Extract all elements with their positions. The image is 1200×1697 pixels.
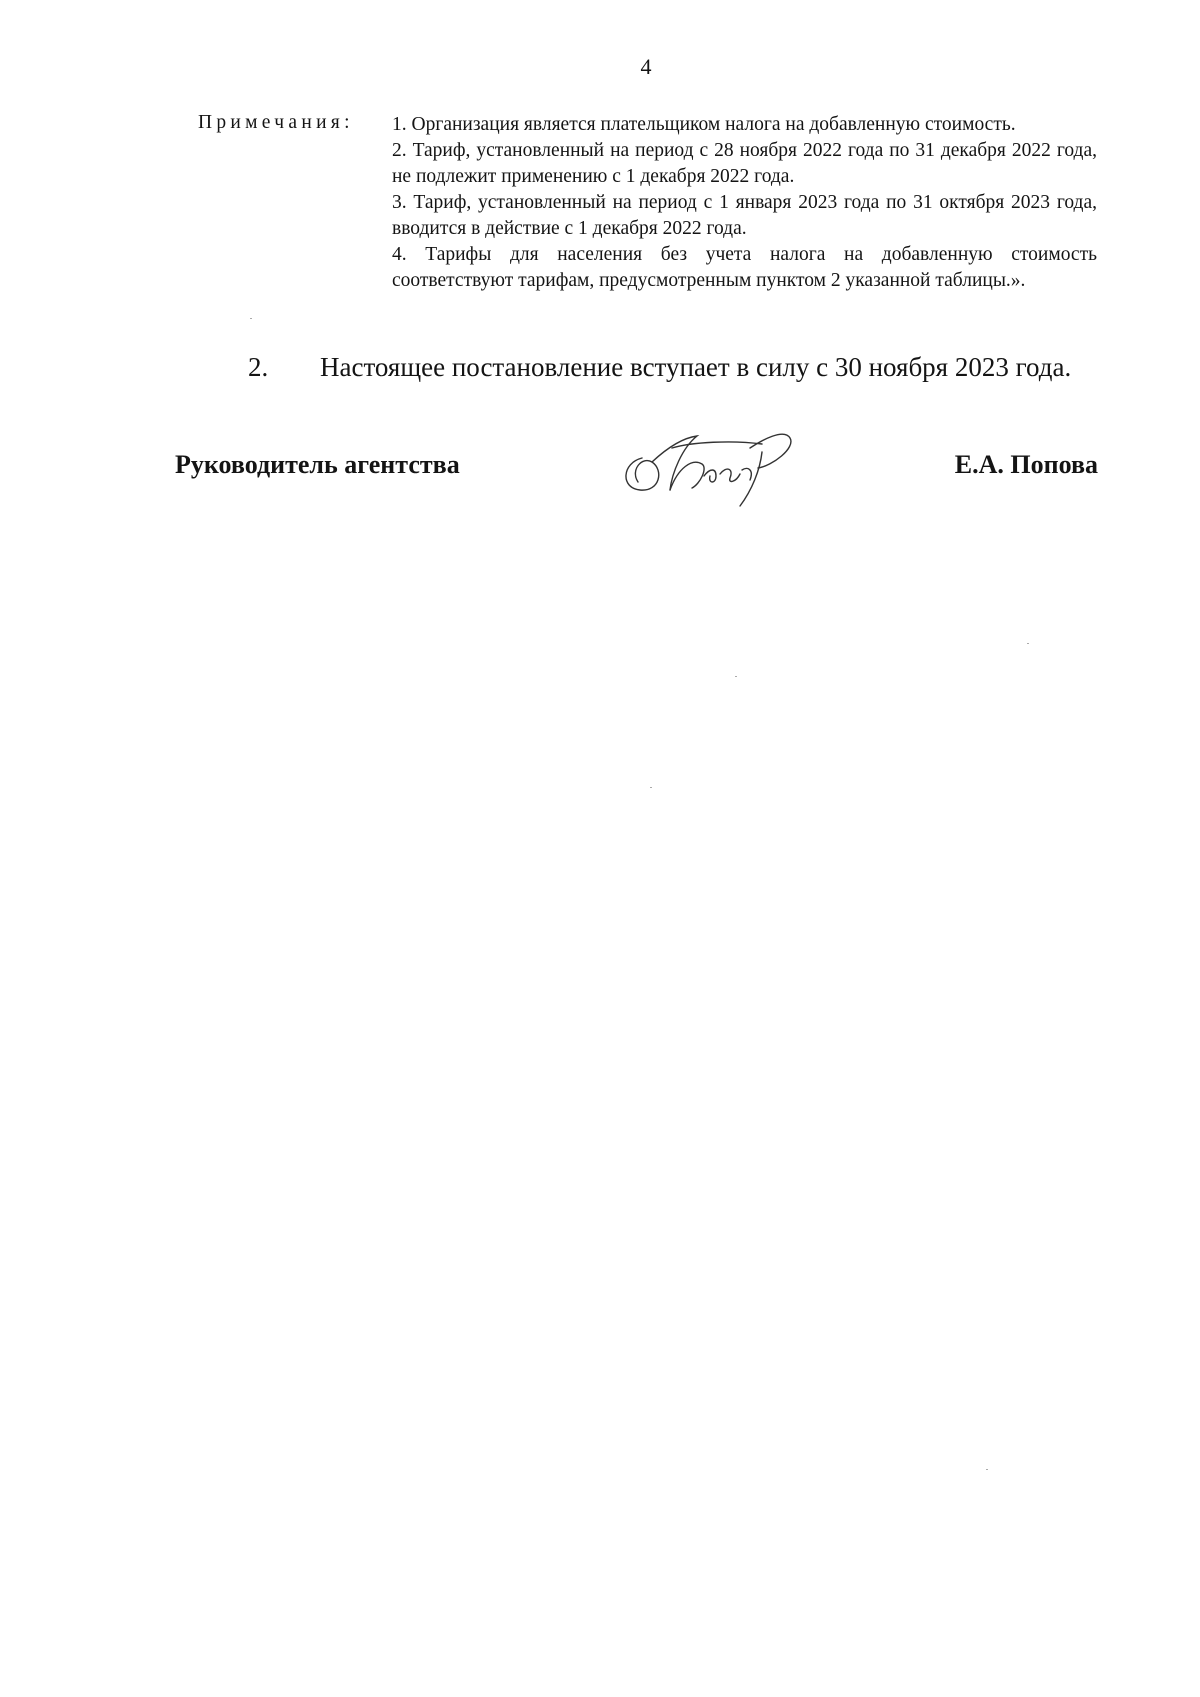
scan-speck (986, 1469, 988, 1470)
signatory-name: Е.А. Попова (954, 450, 1098, 479)
note-item: 1. Организация является плательщиком налога на добавленную стоимость. (392, 114, 1016, 135)
notes-list (392, 112, 1097, 294)
scan-speck (1027, 643, 1029, 644)
note-item: 4. Тарифы для населения без учета налога на добавленную стоимость соответствуют тарифам, предусмотренным пунктом 2 указанной таблицы.». (392, 244, 1097, 291)
clause-text: Настоящее постановление вступает в силу с 30 ноября 2023 года. (320, 352, 1072, 382)
page-number: 4 (640, 54, 652, 79)
scan-speck (250, 318, 252, 319)
clause-number: 2. (248, 352, 269, 382)
signatory-title: Руководитель агентства (175, 450, 460, 479)
note-item: 3. Тариф, установленный на период с 1 января 2023 года по 31 октября 2023 года, вводится в действие с 1 декабря 2022 года. (392, 192, 1097, 239)
scan-speck (650, 787, 652, 788)
scan-speck (735, 676, 737, 677)
handwritten-signature-icon (612, 418, 802, 513)
notes-label: Примечания: (198, 112, 354, 133)
note-item: 2. Тариф, установленный на период с 28 ноября 2022 года по 31 декабря 2022 года, не подлежит применению с 1 декабря 2022 года. (392, 140, 1097, 187)
